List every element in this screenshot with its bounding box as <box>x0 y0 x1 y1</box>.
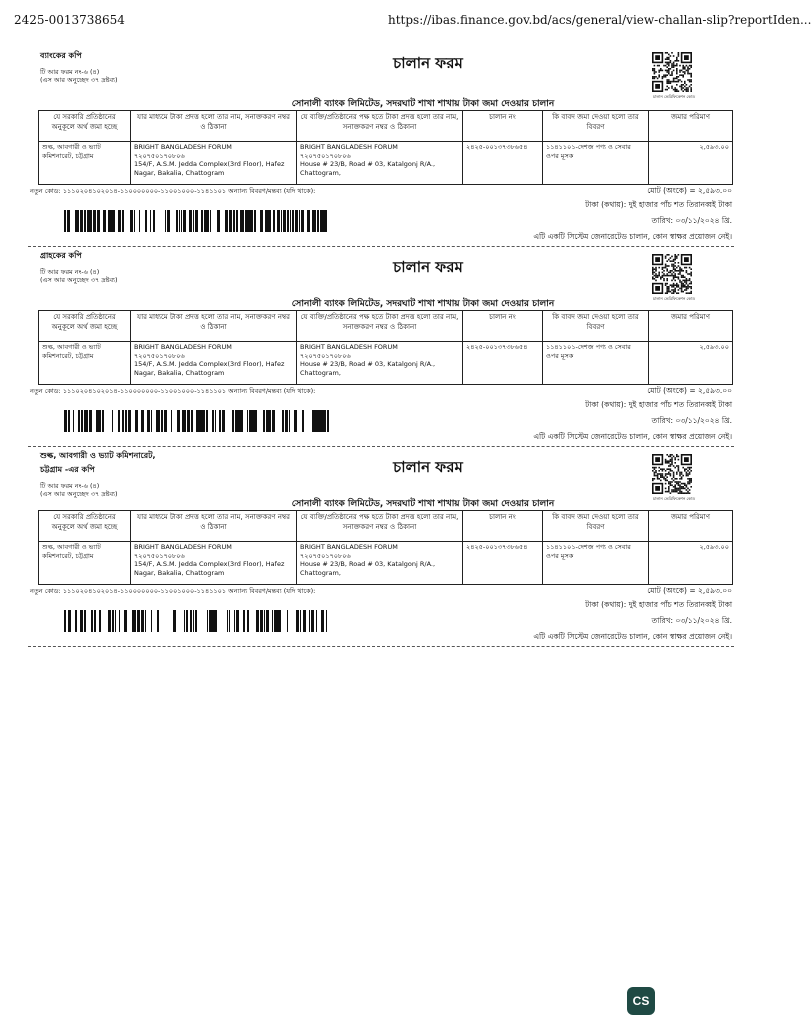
amount-in-words: টাকা (কথায়): দুই হাজার পাঁচ শত তিরানব্বই টাকা <box>585 200 732 209</box>
cell-challan-no: ২৪২৫-০০১৩৭৩৮৬৫৪ <box>463 342 543 385</box>
qr-caption: চালান ভেরিফিকেশন কোড <box>652 94 696 99</box>
form-title: চালান ফরম <box>393 258 463 276</box>
col-header-office: যে সরকারি প্রতিষ্ঠানের অনুকূলে অর্থ জমা হচ্ছে <box>39 511 131 542</box>
qr-code-icon <box>650 52 694 92</box>
cell-payer <box>131 542 297 585</box>
challan-date: তারিখ: ০৩/১১/২০২৪ খ্রি. <box>651 616 732 625</box>
qr-code-icon <box>650 254 694 294</box>
qr-caption: চালান ভেরিফিকেশন কোড <box>652 496 696 501</box>
page-url: https://ibas.finance.gov.bd/acs/general/view-challan-slip?reportIden... <box>388 13 811 27</box>
col-header-amount: জমার পরিমাণ <box>649 511 733 542</box>
table-header-row <box>39 311 733 342</box>
payer-address: 154/F, A.S.M. Jedda Complex(3rd Floor), Hafez Nagar, Bakalia, Chattogram <box>134 560 285 577</box>
payer-address: 154/F, A.S.M. Jedda Complex(3rd Floor), Hafez Nagar, Bakalia, Chattogram <box>134 360 285 377</box>
depositor-name: BRIGHT BANGLADESH FORUM <box>300 343 398 351</box>
barcode-icon <box>64 610 328 632</box>
challan-table <box>38 310 733 385</box>
payer-id: ৭২০৭৫০১৭০৮০৬ <box>134 151 185 160</box>
section-divider <box>28 446 734 447</box>
copy-label-line-2: চট্টগ্রাম -এর কপি <box>40 465 95 474</box>
col-header-office: যে সরকারি প্রতিষ্ঠানের অনুকূলে অর্থ জমা হচ্ছে <box>39 111 131 142</box>
challan-date: তারিখ: ০৩/১১/২০২৪ খ্রি. <box>651 216 732 225</box>
depositor-address: House # 23/B, Road # 03, Katalgonj R/A., Chattogram, <box>300 560 436 577</box>
form-rule: (এস আর অনুচ্ছেদ ৩৭ দ্রষ্টব্য) <box>40 76 118 84</box>
document-id: 2425-0013738654 <box>14 13 125 27</box>
cell-office: শুল্ক, আবগারী ও ভ্যাট কমিশনারেট, চট্টগ্রাম <box>39 542 131 585</box>
form-number: টি আর ফরম নং-৬ (৪) <box>40 268 100 276</box>
form-title: চালান ফরম <box>393 54 463 72</box>
payer-address: 154/F, A.S.M. Jedda Complex(3rd Floor), Hafez Nagar, Bakalia, Chattogram <box>134 160 285 177</box>
col-header-payer: যার মাধ্যমে টাকা প্রদত্ত হলো তার নাম, সনাক্তকরণ নম্বর ও ঠিকানা <box>131 311 297 342</box>
system-note: এটি একটি সিস্টেম জেনারেটেড চালান, কোন স্বাক্ষর প্রয়োজন নেই। <box>533 432 732 441</box>
cell-challan-no: ২৪২৫-০০১৩৭৩৮৬৫৪ <box>463 142 543 185</box>
cell-payer <box>131 342 297 385</box>
copy-label: ব্যাংকের কপি <box>40 51 82 60</box>
cell-purpose: ১১৪১১০১-দেশজ পণ্য ও সেবার ওপর মূসক <box>543 142 649 185</box>
form-rule: (এস আর অনুচ্ছেদ ৩৭ দ্রষ্টব্য) <box>40 490 118 498</box>
bank-line: সোনালী ব্যাংক লিমিটেড, সদরঘাট শাখা শাখায় টাকা জমা দেওয়ার চালান <box>291 499 555 509</box>
col-header-payer: যার মাধ্যমে টাকা প্রদত্ত হলো তার নাম, সনাক্তকরণ নম্বর ও ঠিকানা <box>131 511 297 542</box>
challan-table <box>38 110 733 185</box>
amount-in-words: টাকা (কথায়): দুই হাজার পাঁচ শত তিরানব্বই টাকা <box>585 400 732 409</box>
col-header-depositor: যে ব্যক্তি/প্রতিষ্ঠানের পক্ষ হতে টাকা প্রদত্ত হলো তার নাম, সনাক্তকরণ নম্বর ও ঠিকানা <box>297 311 463 342</box>
cell-depositor <box>297 342 463 385</box>
col-header-depositor: যে ব্যক্তি/প্রতিষ্ঠানের পক্ষ হতে টাকা প্রদত্ত হলো তার নাম, সনাক্তকরণ নম্বর ও ঠিকানা <box>297 511 463 542</box>
challan-section-commissionerate-copy <box>28 450 734 650</box>
table-row <box>39 342 733 385</box>
depositor-id: ৭২০৭৫০১৭০৮০৬ <box>300 351 351 360</box>
barcode-icon <box>64 210 328 232</box>
depositor-name: BRIGHT BANGLADESH FORUM <box>300 543 398 551</box>
cell-amount: ২,৫৯৩.০০ <box>649 142 733 185</box>
cell-purpose: ১১৪১১০১-দেশজ পণ্য ও সেবার ওপর মূসক <box>543 542 649 585</box>
cell-depositor <box>297 142 463 185</box>
cell-office: শুল্ক, আবগারী ও ভ্যাট কমিশনারেট, চট্টগ্রাম <box>39 142 131 185</box>
form-rule: (এস আর অনুচ্ছেদ ৩৭ দ্রষ্টব্য) <box>40 276 118 284</box>
challan-section-customer-copy <box>28 250 734 450</box>
qr-caption: চালান ভেরিফিকেশন কোড <box>652 296 696 301</box>
qr-code-icon <box>650 454 694 494</box>
cell-payer <box>131 142 297 185</box>
col-header-purpose: কি বাবদ জমা দেওয়া হলো তার বিবরণ <box>543 111 649 142</box>
form-number: টি আর ফরম নং-৬ (৪) <box>40 68 100 76</box>
payer-name: BRIGHT BANGLADESH FORUM <box>134 543 232 551</box>
total-figure: মোট (অংকে) = ২,৫৯৩.০০ <box>647 186 732 195</box>
depositor-name: BRIGHT BANGLADESH FORUM <box>300 143 398 151</box>
table-header-row <box>39 111 733 142</box>
col-header-amount: জমার পরিমাণ <box>649 111 733 142</box>
col-header-challan-no: চালান নং <box>463 511 543 542</box>
total-figure: মোট (অংকে) = ২,৫৯৩.০০ <box>647 386 732 395</box>
col-header-payer: যার মাধ্যমে টাকা প্রদত্ত হলো তার নাম, সনাক্তকরণ নম্বর ও ঠিকানা <box>131 111 297 142</box>
system-note: এটি একটি সিস্টেম জেনারেটেড চালান, কোন স্বাক্ষর প্রয়োজন নেই। <box>533 632 732 641</box>
new-code: নতুন কোড: ১১১০২০৪১০২০১৪-১১০০০০০০০-১১০০১০০০-১১৪১১০১ অন্যান্য বিবরণ/মন্তব্য (যদি থাকে): <box>30 387 316 395</box>
payer-name: BRIGHT BANGLADESH FORUM <box>134 143 232 151</box>
new-code: নতুন কোড: ১১১০২০৪১০২০১৪-১১০০০০০০০-১১০০১০০০-১১৪১১০১ অন্যান্য বিবরণ/মন্তব্য (যদি থাকে): <box>30 187 316 195</box>
copy-label: শুল্ক, আবগারী ও ভ্যাট কমিশনারেট, <box>40 451 156 460</box>
payer-id: ৭২০৭৫০১৭০৮০৬ <box>134 351 185 360</box>
depositor-address: House # 23/B, Road # 03, Katalgonj R/A., Chattogram, <box>300 160 436 177</box>
cell-amount: ২,৫৯৩.০০ <box>649 542 733 585</box>
col-header-purpose: কি বাবদ জমা দেওয়া হলো তার বিবরণ <box>543 511 649 542</box>
payer-name: BRIGHT BANGLADESH FORUM <box>134 343 232 351</box>
table-header-row <box>39 511 733 542</box>
depositor-address: House # 23/B, Road # 03, Katalgonj R/A., Chattogram, <box>300 360 436 377</box>
depositor-id: ৭২০৭৫০১৭০৮০৬ <box>300 151 351 160</box>
cell-office: শুল্ক, আবগারী ও ভ্যাট কমিশনারেট, চট্টগ্রাম <box>39 342 131 385</box>
depositor-id: ৭২০৭৫০১৭০৮০৬ <box>300 551 351 560</box>
bank-line: সোনালী ব্যাংক লিমিটেড, সদরঘাট শাখা শাখায় টাকা জমা দেওয়ার চালান <box>291 99 555 109</box>
cell-challan-no: ২৪২৫-০০১৩৭৩৮৬৫৪ <box>463 542 543 585</box>
col-header-challan-no: চালান নং <box>463 311 543 342</box>
system-note: এটি একটি সিস্টেম জেনারেটেড চালান, কোন স্বাক্ষর প্রয়োজন নেই। <box>533 232 732 241</box>
payer-id: ৭২০৭৫০১৭০৮০৬ <box>134 551 185 560</box>
copy-label: গ্রাহকের কপি <box>40 251 82 260</box>
form-number: টি আর ফরম নং-৬ (৪) <box>40 482 100 490</box>
form-title: চালান ফরম <box>393 458 463 476</box>
challan-table <box>38 510 733 585</box>
cell-purpose: ১১৪১১০১-দেশজ পণ্য ও সেবার ওপর মূসক <box>543 342 649 385</box>
col-header-amount: জমার পরিমাণ <box>649 311 733 342</box>
table-row <box>39 142 733 185</box>
col-header-depositor: যে ব্যক্তি/প্রতিষ্ঠানের পক্ষ হতে টাকা প্রদত্ত হলো তার নাম, সনাক্তকরণ নম্বর ও ঠিকানা <box>297 111 463 142</box>
table-row <box>39 542 733 585</box>
section-divider <box>28 646 734 647</box>
camscanner-badge: CS <box>627 987 655 1015</box>
col-header-purpose: কি বাবদ জমা দেওয়া হলো তার বিবরণ <box>543 311 649 342</box>
cell-depositor <box>297 542 463 585</box>
col-header-challan-no: চালান নং <box>463 111 543 142</box>
amount-in-words: টাকা (কথায়): দুই হাজার পাঁচ শত তিরানব্বই টাকা <box>585 600 732 609</box>
new-code: নতুন কোড: ১১১০২০৪১০২০১৪-১১০০০০০০০-১১০০১০০০-১১৪১১০১ অন্যান্য বিবরণ/মন্তব্য (যদি থাকে): <box>30 587 316 595</box>
total-figure: মোট (অংকে) = ২,৫৯৩.০০ <box>647 586 732 595</box>
barcode-icon <box>64 410 328 432</box>
bank-line: সোনালী ব্যাংক লিমিটেড, সদরঘাট শাখা শাখায় টাকা জমা দেওয়ার চালান <box>291 299 555 309</box>
col-header-office: যে সরকারি প্রতিষ্ঠানের অনুকূলে অর্থ জমা হচ্ছে <box>39 311 131 342</box>
cell-amount: ২,৫৯৩.০০ <box>649 342 733 385</box>
section-divider <box>28 246 734 247</box>
challan-date: তারিখ: ০৩/১১/২০২৪ খ্রি. <box>651 416 732 425</box>
challan-section-bank-copy <box>28 50 734 250</box>
